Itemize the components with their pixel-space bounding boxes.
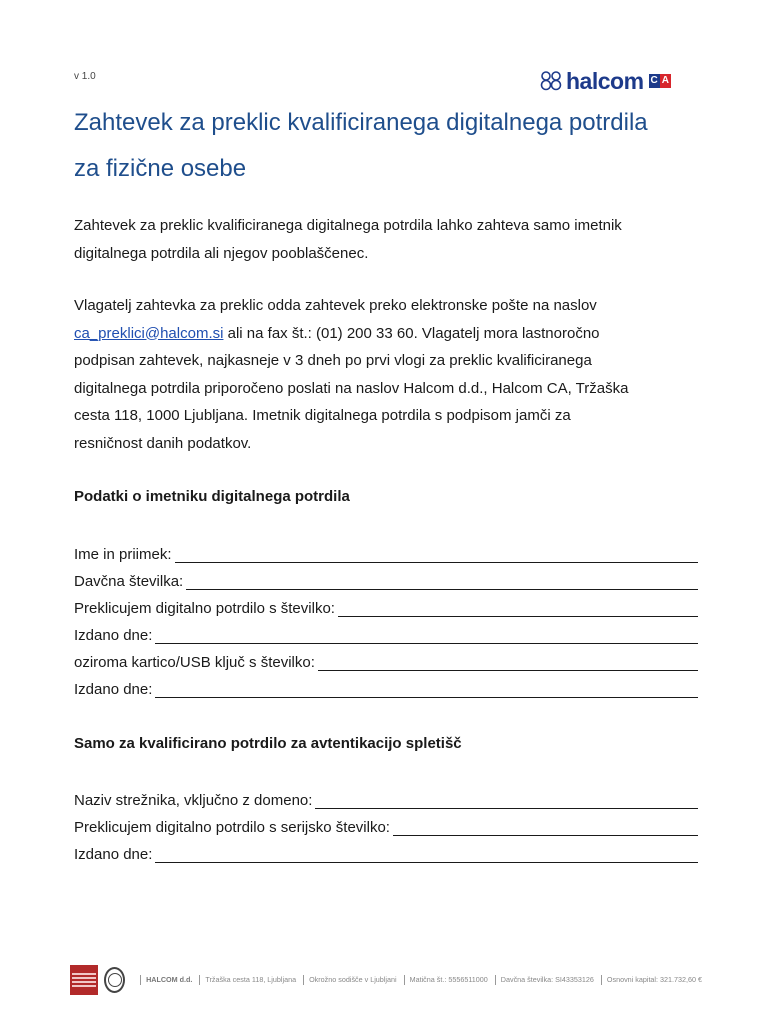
fill-in-line[interactable] bbox=[338, 600, 698, 617]
certification-badge-icon bbox=[70, 965, 98, 995]
para2-line-1: Vlagatelj zahtevka za preklic odda zahtevek preko elektronske pošte na naslov bbox=[74, 297, 597, 314]
halcom-logo-mark-icon bbox=[540, 70, 566, 92]
fill-in-line[interactable] bbox=[155, 846, 698, 863]
document-title bbox=[74, 100, 714, 192]
certification-seal-icon bbox=[104, 967, 125, 993]
field-server-issue-date[interactable] bbox=[74, 843, 698, 863]
page-footer bbox=[70, 963, 702, 997]
field-server-name[interactable] bbox=[74, 789, 698, 809]
fill-in-line[interactable] bbox=[186, 573, 698, 590]
field-name[interactable] bbox=[74, 543, 698, 563]
version-label: v 1.0 bbox=[74, 71, 96, 82]
section-title-holder-data: Podatki o imetniku digitalnega potrdila bbox=[74, 488, 350, 505]
para2-line-6: resničnost danih podatkov. bbox=[74, 434, 252, 452]
footer-company-info bbox=[135, 975, 702, 985]
field-label: Preklicujem digitalno potrdilo s serijsko številko: bbox=[74, 819, 390, 836]
para2-line-2: ali na fax št.: (01) 200 33 60. Vlagatelj mora lastnoročno bbox=[223, 324, 600, 342]
ca-badge-a: A bbox=[661, 75, 669, 86]
title-line-2: za fizične osebe bbox=[74, 155, 247, 182]
halcom-logo bbox=[540, 68, 671, 94]
field-label: Izdano dne: bbox=[74, 681, 153, 698]
footer-address: Tržaška cesta 118, Ljubljana bbox=[205, 974, 297, 984]
field-certificate-number[interactable] bbox=[74, 597, 698, 617]
intro-paragraph-1 bbox=[74, 212, 704, 267]
field-label: Izdano dne: bbox=[74, 627, 153, 644]
fill-in-line[interactable] bbox=[393, 819, 698, 836]
intro-paragraph-2 bbox=[74, 292, 704, 457]
footer-tax: Davčna številka: SI43353126 bbox=[500, 974, 594, 984]
fill-in-line[interactable] bbox=[155, 681, 698, 698]
para2-line-4: digitalnega potrdila priporočeno poslati na naslov Halcom d.d., Halcom CA, Tržaška bbox=[74, 379, 629, 397]
para1-line-2: digitalnega potrdila ali njegov pooblaščenec. bbox=[74, 244, 369, 262]
field-card-usb-number[interactable] bbox=[74, 651, 698, 671]
field-issue-date[interactable] bbox=[74, 624, 698, 644]
halcom-logo-text: halcom bbox=[566, 67, 644, 94]
footer-court: Okrožno sodišče v Ljubljani bbox=[309, 974, 397, 984]
field-card-issue-date[interactable] bbox=[74, 678, 698, 698]
ca-badge bbox=[649, 74, 671, 88]
field-serial-number[interactable] bbox=[74, 816, 698, 836]
field-label: Ime in priimek: bbox=[74, 546, 172, 563]
fill-in-line[interactable] bbox=[155, 627, 698, 644]
field-label: oziroma kartico/USB ključ s številko: bbox=[74, 654, 315, 671]
fill-in-line[interactable] bbox=[315, 792, 698, 809]
field-label: Izdano dne: bbox=[74, 846, 153, 863]
fill-in-line[interactable] bbox=[175, 546, 698, 563]
footer-registration: Matična št.: 5556511000 bbox=[409, 974, 488, 984]
field-label: Naziv strežnika, vključno z domeno: bbox=[74, 792, 313, 809]
field-tax-number[interactable] bbox=[74, 570, 698, 590]
footer-capital: Osnovni kapital: 321.732,60 € bbox=[606, 974, 702, 984]
para2-line-3: podpisan zahtevek, najkasneje v 3 dneh po prvi vlogi za preklic kvalificiranega bbox=[74, 352, 592, 369]
ca-badge-c: C bbox=[650, 75, 658, 86]
email-link[interactable]: ca_preklici@halcom.si bbox=[74, 324, 224, 342]
field-label: Preklicujem digitalno potrdilo s številko: bbox=[74, 600, 335, 617]
para1-line-1: Zahtevek za preklic kvalificiranega digitalnega potrdila lahko zahteva samo imetnik bbox=[74, 217, 622, 234]
fill-in-line[interactable] bbox=[318, 654, 698, 671]
section-title-web-auth: Samo za kvalificirano potrdilo za avtentikacijo spletišč bbox=[74, 735, 462, 752]
title-line-1: Zahtevek za preklic kvalificiranega digitalnega potrdila bbox=[74, 109, 648, 136]
para2-line-5: cesta 118, 1000 Ljubljana. Imetnik digitalnega potrdila s podpisom jamči za bbox=[74, 407, 571, 424]
field-label: Davčna številka: bbox=[74, 573, 184, 590]
footer-company: HALCOM d.d. bbox=[146, 974, 193, 984]
